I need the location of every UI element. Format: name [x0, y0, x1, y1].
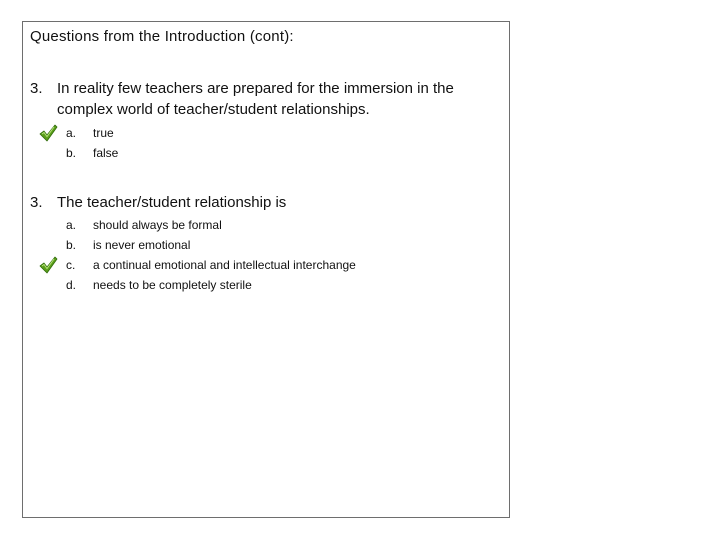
question-2	[30, 192, 500, 213]
slide-frame	[22, 21, 510, 518]
option-2a	[23, 215, 503, 235]
checkmark-icon	[39, 124, 58, 142]
option-2d	[23, 275, 503, 295]
question-text: In reality few teachers are prepared for the immersion in the complex world of teacher/student relationships.	[57, 80, 454, 118]
option-text: is never emotional	[93, 238, 191, 252]
option-text: false	[93, 146, 119, 160]
option-letter: c.	[66, 258, 76, 272]
checkmark-icon	[39, 256, 58, 274]
question-1	[30, 78, 500, 120]
option-text: should always be formal	[93, 218, 222, 232]
option-2b	[23, 235, 503, 255]
option-text: true	[93, 126, 114, 140]
option-1b	[23, 143, 503, 163]
slide-title: Questions from the Introduction (cont):	[30, 28, 294, 45]
option-text: needs to be completely sterile	[93, 278, 252, 292]
question-text: The teacher/student relationship is	[57, 194, 287, 211]
option-letter: b.	[66, 146, 77, 160]
option-2c	[23, 255, 503, 275]
option-text: a continual emotional and intellectual interchange	[93, 258, 356, 272]
option-letter: b.	[66, 238, 77, 252]
option-1a	[23, 123, 503, 143]
question-number: 3.	[30, 194, 43, 211]
question-1-options	[23, 123, 503, 163]
question-2-options	[23, 215, 503, 295]
option-letter: a.	[66, 218, 77, 232]
option-letter: d.	[66, 278, 77, 292]
option-letter: a.	[66, 126, 77, 140]
question-number: 3.	[30, 80, 43, 97]
